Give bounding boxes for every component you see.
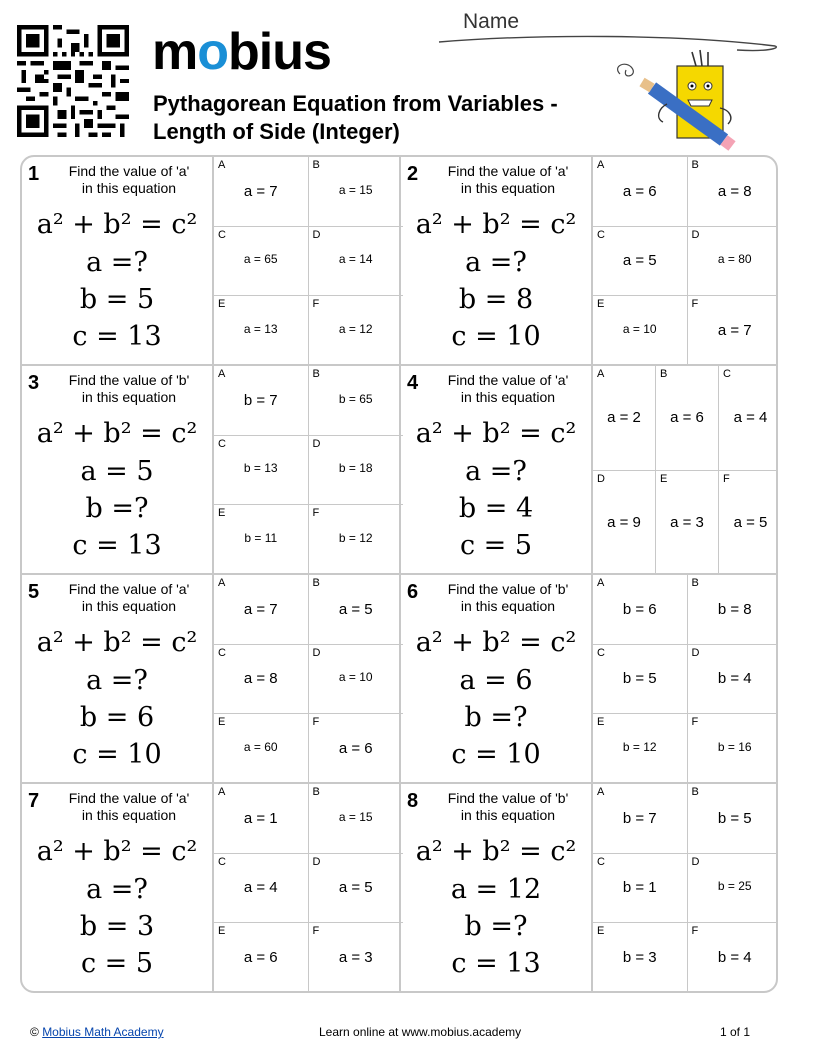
prompt-line-2: in this equation: [460, 389, 556, 405]
answer-option-e[interactable]: [656, 471, 719, 576]
question-area: [22, 157, 212, 364]
option-letter: F: [691, 925, 699, 938]
answer-option-b[interactable]: [309, 784, 404, 854]
option-value: b = 16: [717, 740, 752, 755]
option-value: a = 14: [338, 252, 373, 267]
option-value: a = 65: [243, 252, 278, 267]
option-letter: D: [312, 437, 321, 450]
option-value: a = 1: [243, 809, 278, 827]
option-letter: B: [312, 786, 320, 798]
option-letter: B: [312, 159, 320, 171]
question-number: 5: [28, 581, 40, 603]
answer-option-d[interactable]: [309, 854, 404, 924]
option-letter: A: [597, 786, 605, 798]
option-letter: B: [660, 368, 668, 380]
option-letter: C: [218, 855, 226, 868]
problem-cell: [22, 575, 401, 784]
option-value: a = 5: [338, 600, 373, 618]
prompt-line-1: Find the value of 'a': [68, 581, 190, 597]
option-letter: B: [691, 786, 699, 798]
answer-option-a[interactable]: [593, 366, 656, 471]
variable-a: a =?: [465, 247, 527, 278]
option-value: b = 5: [622, 670, 657, 688]
answer-options: [591, 157, 778, 364]
pythagorean-equation: a² + b² = c²: [415, 209, 577, 240]
answer-option-e[interactable]: [214, 714, 309, 784]
option-letter: C: [218, 646, 226, 659]
pencil-mascot-icon: [612, 46, 747, 151]
option-value: a = 80: [717, 252, 752, 267]
option-value: a = 2: [607, 409, 641, 427]
answer-options: [591, 575, 778, 782]
option-value: a = 7: [243, 600, 278, 618]
answer-options: [591, 366, 778, 573]
answer-option-d[interactable]: [688, 645, 779, 715]
answer-option-a[interactable]: [593, 784, 688, 854]
option-letter: E: [218, 925, 226, 938]
question-number: 6: [407, 581, 419, 603]
copyright-symbol: ©: [30, 1025, 39, 1039]
option-letter: C: [218, 228, 226, 241]
problem-cell: [22, 784, 401, 993]
pythagorean-equation: a² + b² = c²: [36, 418, 198, 449]
option-letter: C: [723, 368, 731, 380]
prompt-line-2: in this equation: [81, 807, 177, 823]
question-prompt: [54, 372, 204, 406]
variable-c: c = 13: [451, 948, 541, 979]
option-letter: E: [218, 507, 226, 520]
prompt-line-1: Find the value of 'a': [68, 163, 190, 179]
option-letter: C: [597, 855, 605, 868]
option-letter: D: [312, 855, 321, 868]
option-value: a = 5: [733, 513, 768, 531]
option-value: a = 6: [243, 949, 278, 967]
problem-cell: [22, 366, 401, 575]
option-value: b = 18: [338, 461, 373, 476]
prompt-line-2: in this equation: [81, 180, 177, 196]
option-letter: E: [597, 298, 605, 311]
footer-copyright: [30, 1025, 164, 1039]
variable-a: a = 12: [450, 874, 542, 905]
option-value: a = 60: [243, 740, 278, 755]
answer-option-e[interactable]: [214, 296, 309, 366]
option-value: b = 13: [243, 461, 278, 476]
option-letter: E: [660, 472, 668, 485]
option-letter: E: [218, 716, 226, 729]
variable-a: a =?: [86, 665, 148, 696]
answer-option-d[interactable]: [309, 227, 404, 297]
question-number: 8: [407, 790, 419, 812]
question-prompt: [54, 790, 204, 824]
prompt-line-2: in this equation: [460, 180, 556, 196]
option-value: a = 8: [243, 670, 278, 688]
problem-cell: [401, 366, 778, 575]
answer-option-f[interactable]: [688, 714, 779, 784]
answer-option-e[interactable]: [593, 714, 688, 784]
question-prompt: [433, 790, 583, 824]
variable-c: c = 10: [72, 739, 162, 770]
option-letter: B: [312, 368, 320, 380]
question-area: [22, 575, 212, 782]
answer-option-c[interactable]: [214, 854, 309, 924]
option-letter: E: [597, 716, 605, 729]
variable-a: a =?: [86, 247, 148, 278]
prompt-line-1: Find the value of 'b': [447, 581, 569, 597]
option-letter: F: [312, 716, 320, 729]
option-value: a = 3: [338, 949, 373, 967]
title-line-1: Pythagorean Equation from Variables -: [153, 91, 558, 116]
question-number: 2: [407, 163, 419, 185]
prompt-line-2: in this equation: [460, 807, 556, 823]
prompt-line-1: Find the value of 'a': [447, 372, 569, 388]
prompt-line-2: in this equation: [81, 598, 177, 614]
question-number: 3: [28, 372, 40, 394]
option-letter: D: [691, 228, 700, 241]
option-value: b = 25: [717, 879, 752, 894]
variable-a: a =?: [86, 874, 148, 905]
answer-option-f[interactable]: [688, 923, 779, 993]
answer-option-e[interactable]: [214, 505, 309, 575]
answer-option-d[interactable]: [593, 471, 656, 576]
footer-center: Learn online at www.mobius.academy: [319, 1025, 522, 1039]
question-area: [22, 784, 212, 993]
page-title: [153, 90, 623, 146]
problem-cell: [401, 575, 778, 784]
variable-b: b = 3: [79, 911, 155, 942]
answer-option-c[interactable]: [593, 227, 688, 297]
problem-grid: [20, 155, 778, 993]
variable-a: a = 5: [80, 456, 154, 487]
answer-option-b[interactable]: [309, 157, 404, 227]
prompt-line-2: in this equation: [81, 389, 177, 405]
option-value: a = 10: [622, 322, 657, 337]
option-letter: B: [691, 577, 699, 589]
answer-option-c[interactable]: [593, 645, 688, 715]
question-area: [401, 784, 591, 993]
problem-cell: [22, 157, 401, 366]
option-value: b = 5: [717, 809, 752, 827]
answer-option-a[interactable]: [593, 575, 688, 645]
title-line-2: Length of Side (Integer): [153, 119, 400, 144]
option-value: a = 7: [243, 182, 278, 200]
option-letter: A: [218, 786, 226, 798]
option-value: b = 11: [244, 531, 278, 546]
option-letter: D: [597, 472, 605, 485]
option-value: a = 5: [622, 252, 657, 270]
answer-option-b[interactable]: [309, 366, 404, 436]
option-letter: A: [218, 159, 226, 171]
variable-c: c = 13: [72, 530, 162, 561]
option-value: a = 8: [717, 182, 752, 200]
option-value: b = 3: [622, 949, 657, 967]
answer-option-a[interactable]: [214, 575, 309, 645]
answer-option-d[interactable]: [688, 227, 779, 297]
answer-option-f[interactable]: [688, 296, 779, 366]
option-letter: A: [597, 159, 605, 171]
variable-b: b = 5: [79, 284, 155, 315]
qr-code: [17, 25, 129, 137]
answer-option-b[interactable]: [656, 366, 719, 471]
variable-c: c = 10: [451, 321, 541, 352]
option-value: a = 3: [670, 513, 704, 531]
option-letter: F: [312, 925, 320, 938]
option-letter: E: [218, 298, 226, 311]
answer-options: [212, 575, 401, 782]
option-letter: F: [691, 716, 699, 729]
variable-c: c = 13: [72, 321, 162, 352]
question-number: 7: [28, 790, 40, 812]
answer-option-f[interactable]: [309, 505, 404, 575]
prompt-line-2: in this equation: [460, 598, 556, 614]
answer-option-d[interactable]: [309, 645, 404, 715]
option-letter: F: [312, 507, 320, 520]
variable-b: b =?: [464, 702, 528, 733]
mobius-logo: [152, 22, 331, 82]
option-value: a = 15: [338, 182, 373, 197]
question-area: [22, 366, 212, 573]
option-letter: A: [218, 368, 226, 380]
answer-option-d[interactable]: [309, 436, 404, 506]
problem-cell: [401, 157, 778, 366]
answer-option-a[interactable]: [593, 157, 688, 227]
pythagorean-equation: a² + b² = c²: [415, 836, 577, 867]
question-prompt: [433, 163, 583, 197]
option-value: b = 7: [243, 391, 278, 409]
answer-option-c[interactable]: [214, 227, 309, 297]
option-letter: C: [597, 646, 605, 659]
variable-c: c = 5: [80, 948, 154, 979]
option-value: a = 12: [338, 322, 373, 337]
variable-a: a = 6: [459, 665, 533, 696]
variable-b: b =?: [85, 493, 149, 524]
option-letter: D: [312, 228, 321, 241]
option-value: b = 12: [622, 740, 657, 755]
prompt-line-1: Find the value of 'a': [68, 790, 190, 806]
option-letter: F: [312, 298, 320, 311]
option-letter: D: [691, 855, 700, 868]
option-letter: A: [597, 577, 605, 589]
answer-option-c[interactable]: [214, 436, 309, 506]
answer-option-e[interactable]: [593, 923, 688, 993]
answer-option-f[interactable]: [309, 296, 404, 366]
question-prompt: [54, 163, 204, 197]
answer-option-a[interactable]: [214, 784, 309, 854]
option-value: a = 15: [338, 809, 373, 824]
answer-option-f[interactable]: [309, 923, 404, 993]
variable-a: a =?: [465, 456, 527, 487]
question-number: 4: [407, 372, 419, 394]
answer-option-c[interactable]: [214, 645, 309, 715]
option-value: b = 12: [338, 531, 373, 546]
answer-option-d[interactable]: [688, 854, 779, 924]
answer-option-b[interactable]: [688, 157, 779, 227]
name-label: Name: [463, 10, 520, 33]
option-letter: B: [691, 159, 699, 171]
answer-option-e[interactable]: [593, 296, 688, 366]
option-value: a = 9: [607, 513, 641, 531]
question-number: 1: [28, 163, 40, 185]
prompt-line-1: Find the value of 'b': [68, 372, 190, 388]
option-value: a = 4: [243, 879, 278, 897]
question-prompt: [54, 581, 204, 615]
answer-options: [212, 366, 401, 573]
prompt-line-1: Find the value of 'b': [447, 790, 569, 806]
option-value: a = 4: [733, 409, 768, 427]
answer-options: [212, 157, 401, 364]
option-letter: C: [597, 228, 605, 241]
answer-options: [212, 784, 401, 993]
answer-option-c[interactable]: [719, 366, 778, 471]
answer-options: [591, 784, 778, 993]
option-letter: E: [597, 925, 605, 938]
answer-option-c[interactable]: [593, 854, 688, 924]
question-area: [401, 157, 591, 364]
answer-option-a[interactable]: [214, 157, 309, 227]
option-value: a = 6: [670, 409, 704, 427]
option-value: b = 4: [717, 949, 752, 967]
pythagorean-equation: a² + b² = c²: [36, 627, 198, 658]
option-value: b = 7: [622, 809, 657, 827]
option-letter: A: [218, 577, 226, 589]
option-letter: D: [691, 646, 700, 659]
answer-option-b[interactable]: [688, 784, 779, 854]
mobius-academy-link[interactable]: Mobius Math Academy: [42, 1025, 164, 1039]
option-value: b = 4: [717, 670, 752, 688]
variable-b: b = 6: [79, 702, 155, 733]
option-letter: B: [312, 577, 320, 589]
prompt-line-1: Find the value of 'a': [447, 163, 569, 179]
variable-b: b = 8: [458, 284, 534, 315]
question-area: [401, 366, 591, 573]
option-letter: A: [597, 368, 605, 380]
pythagorean-equation: a² + b² = c²: [36, 209, 198, 240]
option-value: a = 6: [338, 740, 373, 758]
option-value: a = 10: [338, 670, 373, 685]
answer-option-e[interactable]: [214, 923, 309, 993]
variable-b: b =?: [464, 911, 528, 942]
option-letter: F: [691, 298, 699, 311]
footer-page-number: 1 of 1: [720, 1025, 751, 1039]
question-prompt: [433, 372, 583, 406]
option-letter: C: [218, 437, 226, 450]
pythagorean-equation: a² + b² = c²: [415, 627, 577, 658]
answer-option-b[interactable]: [309, 575, 404, 645]
pythagorean-equation: a² + b² = c²: [36, 836, 198, 867]
option-value: b = 65: [338, 391, 373, 406]
question-prompt: [433, 581, 583, 615]
option-value: a = 7: [717, 322, 752, 340]
option-letter: F: [723, 472, 730, 485]
variable-b: b = 4: [458, 493, 534, 524]
option-value: a = 5: [338, 879, 373, 897]
option-value: a = 13: [243, 322, 278, 337]
problem-cell: [401, 784, 778, 993]
question-area: [401, 575, 591, 782]
variable-c: c = 5: [459, 530, 533, 561]
option-value: b = 1: [622, 879, 657, 897]
variable-c: c = 10: [451, 739, 541, 770]
option-value: a = 6: [622, 182, 657, 200]
answer-option-a[interactable]: [214, 366, 309, 436]
option-value: b = 6: [622, 600, 657, 618]
answer-option-f[interactable]: [719, 471, 778, 576]
pythagorean-equation: a² + b² = c²: [415, 418, 577, 449]
option-value: b = 8: [717, 600, 752, 618]
option-letter: D: [312, 646, 321, 659]
answer-option-f[interactable]: [309, 714, 404, 784]
logo-text: mobius: [152, 23, 331, 81]
answer-option-b[interactable]: [688, 575, 779, 645]
